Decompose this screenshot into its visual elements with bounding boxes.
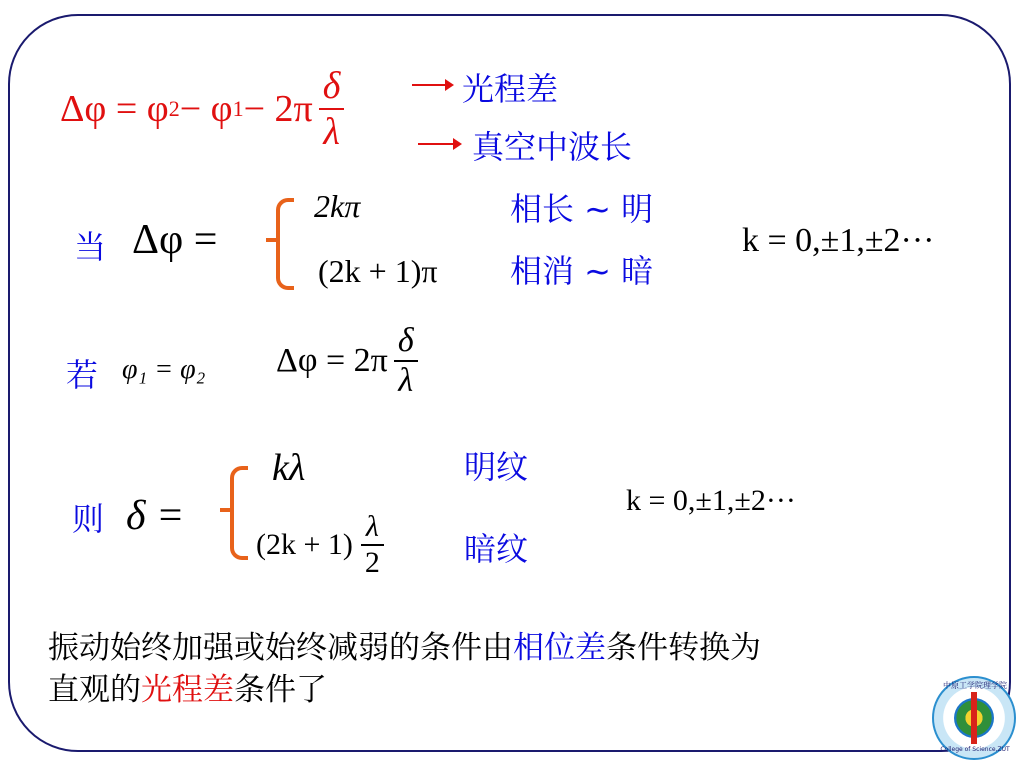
note-constructive: 相长 ~ 明: [510, 190, 654, 228]
eq1-numerator: δ: [322, 65, 341, 107]
case3-dark-fraction: [361, 510, 384, 580]
prefix-if: 若: [66, 356, 99, 394]
case2-denominator: λ: [398, 362, 414, 399]
case2-equation: [276, 322, 418, 400]
conclusion-path-difference: 光程差: [141, 672, 234, 708]
logo-text-bottom: College of Science,ZUT: [940, 746, 1010, 753]
case1-constructive: 2kπ: [314, 188, 361, 224]
eq1-minus: − φ: [179, 88, 233, 130]
eq1-denominator: λ: [323, 111, 340, 153]
case3-dark-numerator: λ: [365, 510, 379, 543]
case1-brace: [276, 198, 294, 290]
eq1-sub1: 1: [232, 96, 244, 121]
arrow-to-wavelength: [418, 143, 456, 145]
logo-text-top: 中原工学院理学院: [943, 681, 1007, 690]
eq1-fraction: [319, 64, 345, 154]
case3-dark-denominator: 2: [364, 546, 380, 579]
case2-numerator: δ: [397, 322, 414, 359]
case1-lhs: Δφ =: [132, 217, 218, 263]
note-dark-fringe: 暗纹: [464, 530, 529, 568]
eq1-rest: − 2π: [243, 88, 313, 130]
case3-dark: [256, 510, 384, 580]
conclusion-line-1: [48, 622, 761, 667]
prefix-then: 则: [72, 500, 105, 538]
arrow-to-path-difference: [412, 84, 448, 86]
conclusion-text-3: 直观的: [48, 672, 141, 708]
case1-destructive: (2k + 1)π: [318, 253, 438, 289]
logo-bar: [971, 692, 977, 744]
note-destructive: 相消 ~ 暗: [510, 252, 654, 290]
prefix-when: 当: [74, 228, 107, 266]
case2-fraction: [394, 322, 418, 400]
eq1-sub2: 2: [168, 96, 180, 121]
phase-difference-equation: [60, 64, 344, 154]
college-logo: [932, 676, 1016, 760]
case3-lhs: δ =: [126, 493, 185, 539]
conclusion-text-1: 振动始终加强或始终减弱的条件由: [48, 630, 513, 666]
case3-bright: kλ: [272, 447, 306, 489]
label-path-difference: 光程差: [462, 70, 559, 108]
conclusion-text-2: 条件转换为: [606, 630, 761, 666]
case1-k-range: k = 0,±1,±2···: [742, 222, 935, 259]
case3-dark-prefix: (2k + 1): [256, 528, 353, 561]
case2-lhs: Δφ = 2π: [276, 342, 388, 379]
case3-brace: [230, 466, 248, 560]
conclusion-phase-difference: 相位差: [513, 630, 606, 666]
conclusion-text-4: 条件了: [234, 672, 327, 708]
label-vacuum-wavelength: 真空中波长: [472, 128, 633, 166]
eq1-lhs: Δφ = φ: [60, 88, 169, 130]
case2-condition: φ₁ = φ₂: [122, 354, 206, 385]
conclusion-line-2: [48, 664, 327, 709]
case3-k-range: k = 0,±1,±2···: [626, 484, 796, 517]
note-bright-fringe: 明纹: [464, 448, 529, 486]
